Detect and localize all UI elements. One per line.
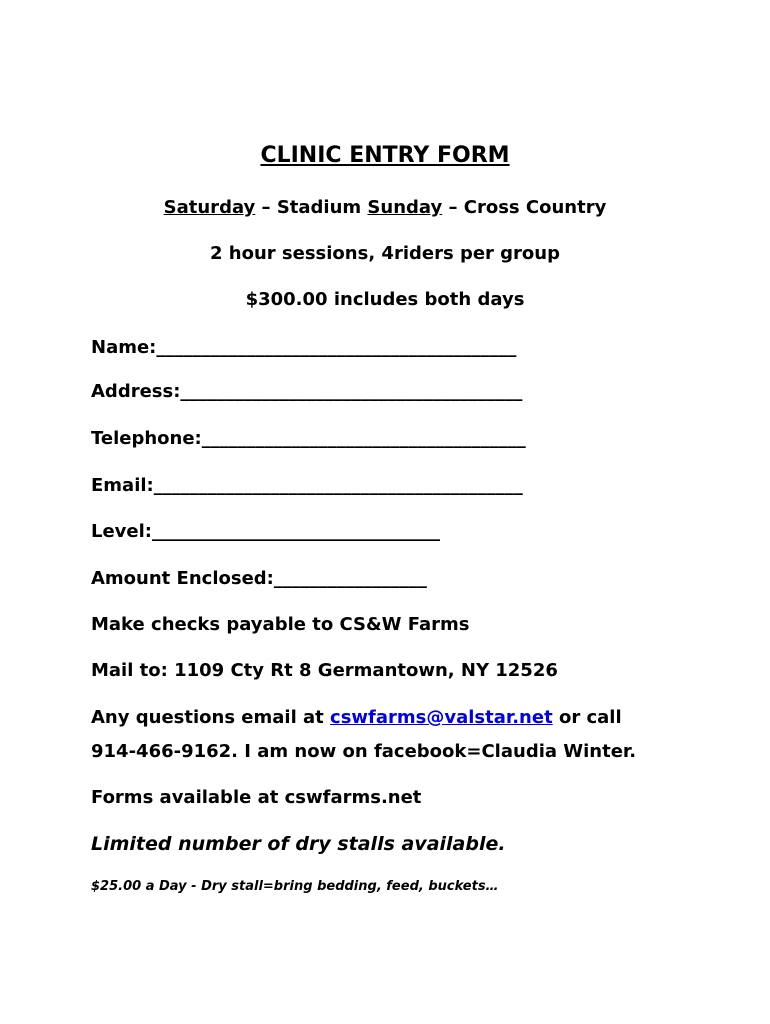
schedule-sep2: – Cross Country — [442, 197, 607, 218]
email-field[interactable]: Email:_________________________________________ — [91, 475, 523, 496]
price-line: $300.00 includes both days — [245, 289, 525, 310]
form-title: CLINIC ENTRY FORM — [260, 143, 510, 168]
schedule-sep1: – Stadium — [255, 197, 368, 218]
schedule-day2: Sunday — [367, 197, 443, 218]
forms-available-line: Forms available at cswfarms.net — [91, 787, 422, 808]
name-field[interactable]: Name:________________________________________ — [91, 337, 517, 358]
sessions-line: 2 hour sessions, 4riders per group — [209, 243, 561, 264]
email-link[interactable]: cswfarms@valstar.net — [330, 707, 553, 728]
phone-facebook-line: 914-466-9162. I am now on facebook=Claudia Winter. — [91, 741, 637, 762]
address-field[interactable]: Address:______________________________________ — [91, 381, 523, 402]
questions-line — [91, 706, 622, 730]
level-field[interactable]: Level:________________________________ — [91, 521, 440, 542]
questions-prefix: Any questions email at — [91, 707, 331, 728]
amount-enclosed-field[interactable]: Amount Enclosed:_________________ — [91, 568, 427, 589]
mail-to-line: Mail to: 1109 Cty Rt 8 Germantown, NY 12526 — [91, 660, 558, 681]
questions-suffix: or call — [552, 707, 622, 728]
telephone-field[interactable]: Telephone:____________________________________ — [91, 428, 526, 449]
stall-price-line: $25.00 a Day - Dry stall=bring bedding, feed, buckets… — [91, 879, 499, 894]
schedule-day1: Saturday — [163, 197, 256, 218]
dry-stalls-line: Limited number of dry stalls available. — [91, 833, 506, 855]
schedule-line — [0, 196, 770, 220]
checks-payable-line: Make checks payable to CS&W Farms — [91, 614, 470, 635]
